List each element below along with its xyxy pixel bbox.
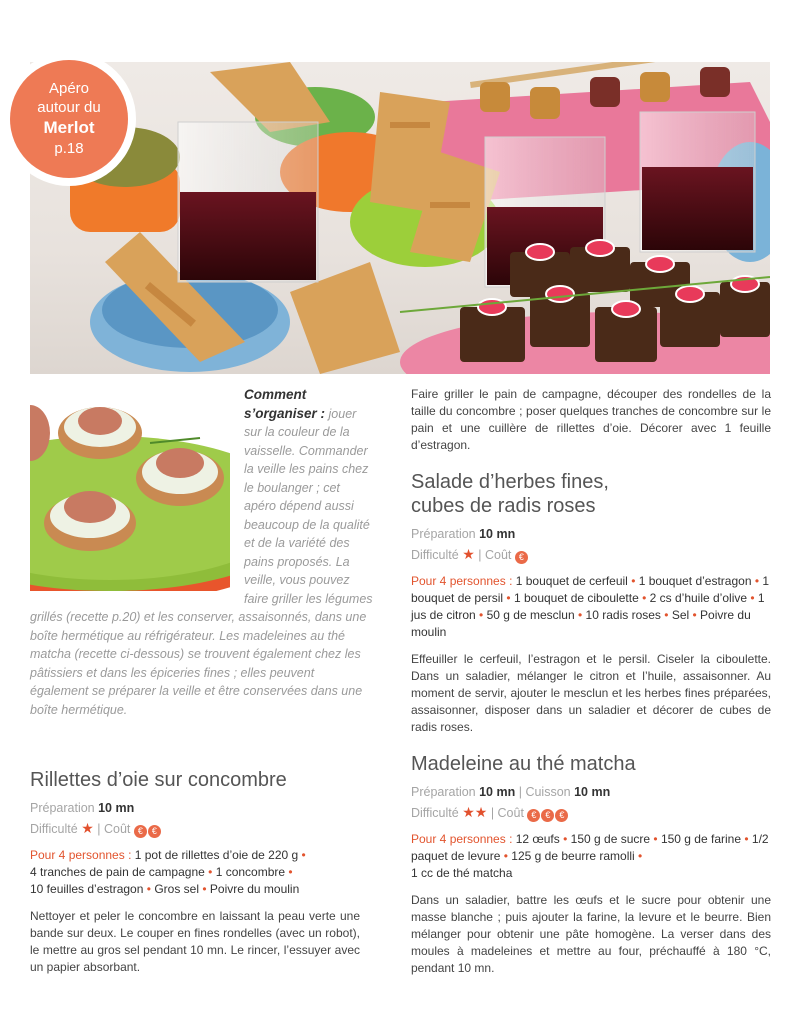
madeleine-prep: Préparation 10 mn | Cuisson 10 mn — [411, 785, 611, 799]
rillettes-prep: Préparation 10 mn — [30, 801, 135, 815]
ingredient: Gros sel — [154, 882, 199, 896]
ingredient: 50 g de mesclun — [486, 608, 575, 622]
madeleine-method: Dans un saladier, battre les œufs et le sucre pour obtenir une masse blanche ; puis ajouter la farine, la levure et le beurre. Bien mélanger pour obtenir une pâte homogène. La verser dans des moules à madeleines et mettre au four, préchauffé à 180 °C, pendant 10 mn. — [411, 893, 771, 975]
badge-line-1: Apéro — [48, 80, 90, 97]
madeleine-difficulty: Difficulté ★★ | Coût € € € — [411, 802, 771, 823]
apero-table-illustration — [30, 62, 770, 374]
ingredient: 1 bouquet de persil — [411, 574, 770, 605]
coin-icon: € — [527, 809, 540, 822]
ingredient: 1 jus de citron — [411, 591, 765, 622]
recipe-rillettes — [30, 768, 360, 976]
coin-icon: € — [134, 825, 147, 838]
star-icon: ★ — [462, 804, 475, 820]
ingredient: 2 cs d’huile d’olive — [649, 591, 748, 605]
ingredient: Poivre du moulin — [209, 882, 300, 896]
ingredient: 1 cc de thé matcha — [411, 866, 513, 880]
rillettes-title: Rillettes d’oie sur concombre — [30, 769, 287, 791]
rillettes-difficulty: Difficulté ★ | Coût € € — [30, 818, 360, 839]
ingredient: 1 pot de rillettes d’oie de 220 g — [134, 848, 299, 862]
ingredient: 1/2 paquet de levure — [411, 832, 769, 863]
coin-icon: € — [515, 551, 528, 564]
salade-method: Effeuiller le cerfeuil, l’estragon et le persil. Ciseler la ciboulette. Dans un saladier, mélanger le citron et l’huile, assaisonner. Au moment de servir, ajouter le mesclun et les herbes fines préparées, assaisonner, disposer dans un saladier et décorer de cubes de radis roses. — [411, 652, 771, 734]
rillettes-ingredients: Pour 4 personnes : 1 pot de rillettes d’oie de 220 g • 4 tranches de pain de campagne • 1 concombre • 10 feuilles d’estragon • Gros sel • Poivre du moulin — [30, 848, 306, 896]
ingredient: 10 radis roses — [585, 608, 661, 622]
organisation-intro — [30, 386, 375, 719]
badge-circle — [10, 60, 128, 178]
badge-line-3: Merlot — [43, 118, 95, 137]
ingredient: 1 concombre — [215, 865, 286, 879]
ingredient: 10 feuilles d’estragon — [30, 882, 144, 896]
ingredient: 1 bouquet de ciboulette — [513, 591, 639, 605]
rillettes-method: Nettoyer et peler le concombre en laissant la peau verte une bande sur deux. Le couper en fines rondelles (avec un robot), le mettre au gros sel pendant 10 mn. Le rincer, l’essuyer avec un papier absorbant. — [30, 909, 360, 974]
coin-icon: € — [541, 809, 554, 822]
ingredient: 12 œufs — [515, 832, 560, 846]
salade-prep: Préparation 10 mn — [411, 527, 516, 541]
ingredient: 150 g de farine — [660, 832, 741, 846]
main-photo — [30, 62, 770, 374]
coin-icon: € — [555, 809, 568, 822]
salade-ingredients: Pour 4 personnes : 1 bouquet de cerfeuil • 1 bouquet d’estragon • 1 bouquet de persil • 1 bouquet de ciboulette • 2 cs d’huile d’olive • 1 jus de citron • 50 g de mesclun • 10 radis roses • Sel • Poivre du moulin — [411, 574, 770, 639]
madeleine-ingredients: Pour 4 personnes : 12 œufs • 150 g de sucre • 150 g de farine • 1/2 paquet de levure • 125 g de beurre ramolli • 1 cc de thé matcha — [411, 832, 769, 880]
salade-title: Salade d’herbes fines, cubes de radis roses — [411, 471, 609, 517]
ingredient: Sel — [671, 608, 690, 622]
ingredient: 4 tranches de pain de campagne — [30, 865, 205, 879]
badge-line-4: p.18 — [54, 140, 84, 157]
ingredient: Poivre du moulin — [411, 608, 751, 639]
right-column — [411, 386, 771, 977]
madeleine-title: Madeleine au thé matcha — [411, 753, 636, 775]
badge-line-2: autour du — [37, 99, 101, 116]
ingredient: 1 bouquet de cerfeuil — [515, 574, 628, 588]
ingredient: 125 g de beurre ramolli — [511, 849, 635, 863]
salade-difficulty: Difficulté ★ | Coût € — [411, 544, 771, 565]
star-icon: ★ — [474, 804, 488, 820]
intro-lead: Comment s’organiser : — [244, 387, 326, 421]
ingredient: 150 g de sucre — [570, 832, 651, 846]
coin-icon: € — [148, 825, 161, 838]
star-icon: ★ — [462, 546, 475, 562]
star-icon: ★ — [81, 820, 94, 836]
rillettes-method-continued: Faire griller le pain de campagne, découper des rondelles de la taille du concombre ; poser quelques tranches de concombre sur le pain et une cuillère de rillettes d’oie. Décorer avec 1 feuille d’estragon. — [411, 387, 771, 452]
page-reference-badge[interactable] — [2, 52, 136, 186]
intro-text: jouer sur la couleur de la vaisselle. Commander la veille les pains chez le boulanger ; cet apéro dépend aussi beaucoup de la qualité et de la variété des pains proposés. La veille, vous pouvez faire griller les légumes grillés (recette p.20) et les conserver, assaisonnés, dans une boîte hermétique au réfrigérateur. Les madeleines au thé matcha (recette ci-dessous) se trouvent également chez les pâtissiers et dans les épiceries fines ; elles peuvent également se préparer la veille et être conservées dans une boîte hermétique. — [30, 406, 373, 717]
ingredient: 1 bouquet d’estragon — [638, 574, 752, 588]
